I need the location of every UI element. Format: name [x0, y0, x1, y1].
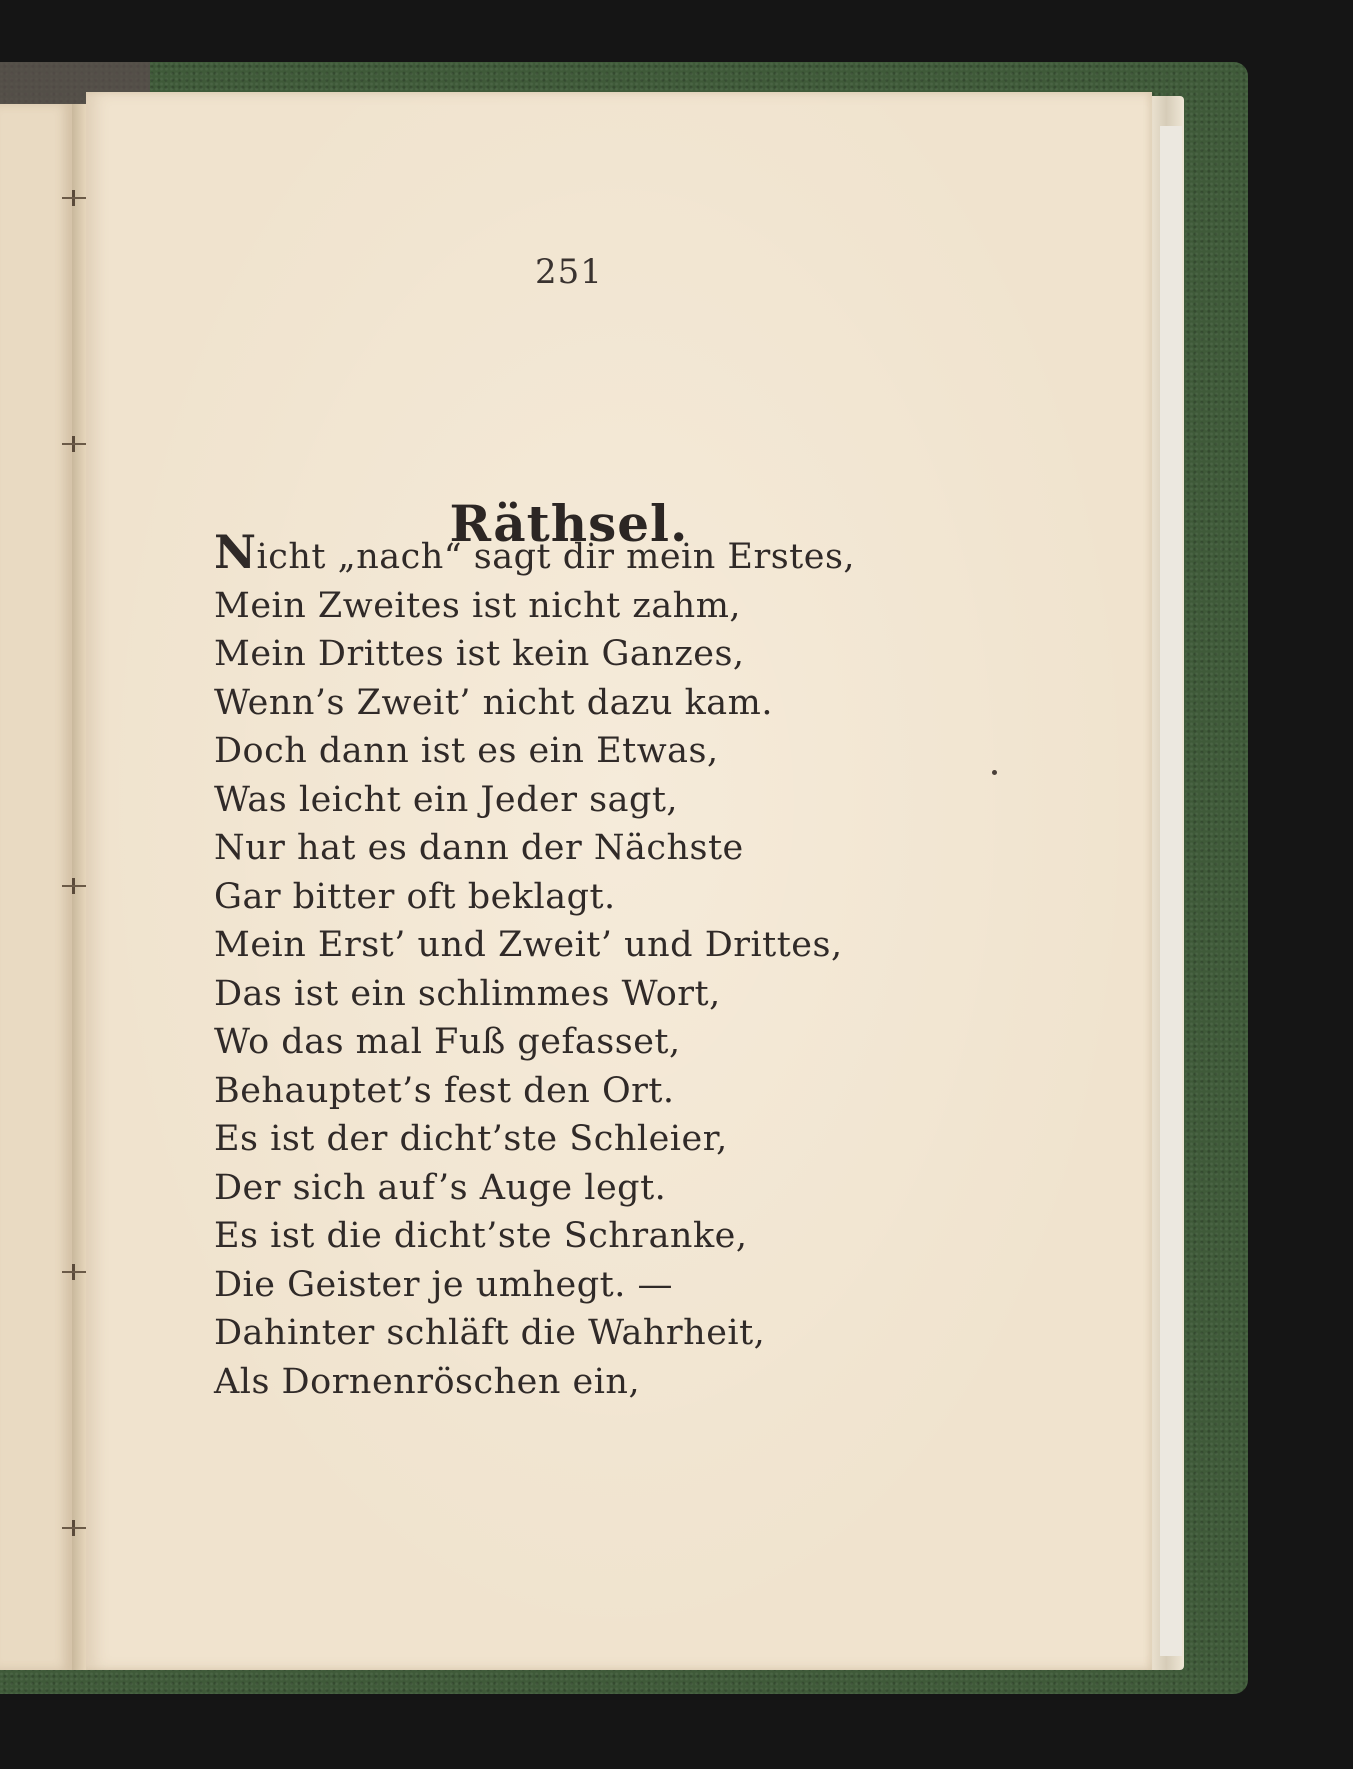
poem-line: Als Dornenröschen ein,	[214, 1361, 641, 1402]
poem-line: Gar bitter oft beklagt.	[214, 876, 616, 917]
binding-stitch	[62, 190, 86, 206]
poem-line: Mein Drittes ist kein Ganzes,	[214, 634, 745, 674]
poem-line: Nur hat es dann der Nächste	[214, 828, 744, 868]
binding-stitch	[62, 1264, 86, 1280]
poem-line: Es ist die dicht’ste Schranke,	[214, 1216, 748, 1256]
paper-speck	[992, 770, 997, 775]
poem-line: Wo das mal Fuß gefasset,	[214, 1022, 681, 1062]
poem-line: Die Geister je umhegt. —	[214, 1264, 673, 1305]
poem-line: Mein Erst’ und Zweit’ und Drittes,	[214, 925, 843, 965]
poem-line: Mein Zweites ist nicht zahm,	[214, 585, 742, 626]
poem-line: Behauptet’s fest den Ort.	[214, 1070, 675, 1111]
poem-line: Das ist ein schlimmes Wort,	[214, 973, 721, 1014]
page-edge-highlight	[1160, 126, 1182, 1656]
page-number: 251	[535, 252, 603, 292]
poem-text	[214, 525, 856, 1406]
poem-line: Dahinter schläft die Wahrheit,	[214, 1313, 766, 1353]
poem-title: Räthsel.	[449, 494, 689, 553]
poem-line: Nicht „nach“ sagt dir mein Erstes,	[214, 525, 856, 579]
poem-line: Es ist der dicht’ste Schleier,	[214, 1119, 728, 1159]
poem-line: Der sich auf’s Auge legt.	[214, 1167, 667, 1208]
poem-line: Was leicht ein Jeder sagt,	[214, 779, 679, 820]
binding-stitch	[62, 436, 86, 452]
binding-stitch	[62, 1520, 86, 1536]
poem-line: Doch dann ist es ein Etwas,	[214, 731, 719, 771]
binding-stitch	[62, 878, 86, 894]
poem-line: Wenn’s Zweit’ nicht dazu kam.	[214, 682, 773, 723]
